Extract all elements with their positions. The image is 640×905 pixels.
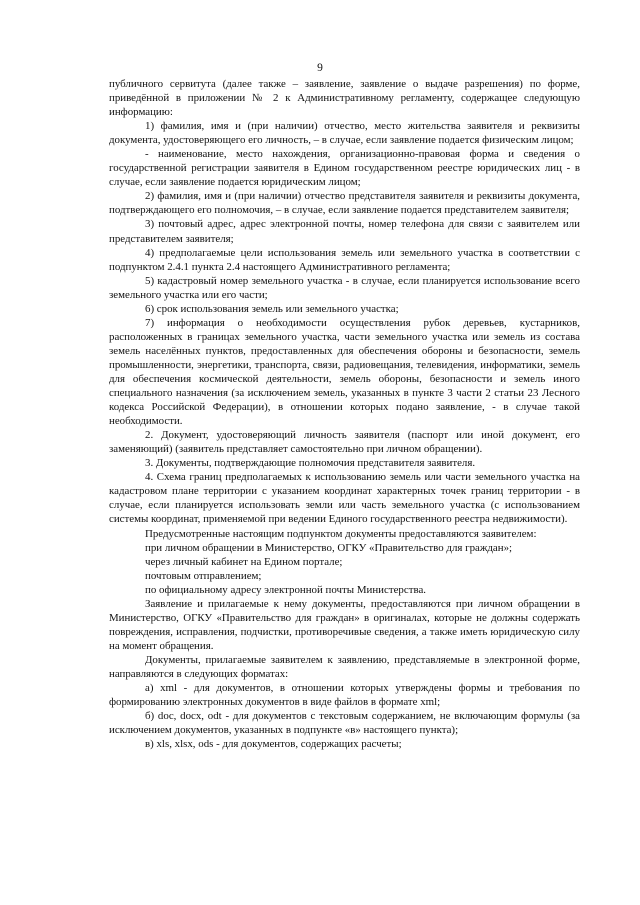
paragraph: Заявление и прилагаемые к нему документы, предоставляются при личном обращении в Министерство, ОГКУ «Правительство для граждан» в оригиналах, которые не должны содержать повреждения, исправления, подчистки, противоречивые сведения, а также иметь юридическую силу на момент обращения.	[109, 597, 580, 652]
paragraph: в) xls, xlsx, ods - для документов, содержащих расчеты;	[145, 738, 402, 751]
paragraph: при личном обращении в Министерство, ОГКУ «Правительство для граждан»;	[145, 541, 513, 554]
paragraph: 1) фамилия, имя и (при наличии) отчество, место жительства заявителя и реквизиты документа, удостоверяющего его личность, – в случае, если заявление подается физическим лицом;	[109, 120, 580, 147]
paragraph: б) doc, docx, odt - для документов с текстовым содержанием, не включающим формулы (за исключением документов, указанных в подпункте «в» настоящего пункта);	[109, 710, 580, 737]
paragraph: 7) информация о необходимости осуществления рубок деревьев, кустарников, расположенных в границах земельного участка, части земельного участка или земель из состава земель населённых пунктов, предоставленных для обеспечения обороны и безопасности, земель промышленности, энергетики, транспорта, связи, радиовещания, телевидения, информатики, земель для обеспечения космической деятельности, земель обороны, безопасности и земель иного специального назначения (за исключением земель, указанных в пункте 3 части 2 статьи 23 Лесного кодекса Российской Федерации), в отношении которых подано заявление, - в случае такой необходимости.	[109, 316, 580, 428]
paragraph: 4. Схема границ предполагаемых к использованию земель или части земельного участка на кадастровом плане территории с указанием координат характерных точек границ территории - в случае, если планируется использовать земли или часть земельного участка (с использованием системы координат, применяемой при ведении Единого государственного реестра недвижимости).	[109, 471, 580, 526]
paragraph: - наименование, место нахождения, организационно-правовая форма и сведения о государственной регистрации заявителя в Едином государственном реестре юридических лиц - в случае, если заявление подается юридическим лицом;	[109, 148, 580, 189]
page-number: 9	[317, 62, 323, 74]
paragraph: 6) срок использования земель или земельного участка;	[145, 302, 399, 315]
paragraph: 4) предполагаемые цели использования земель или земельного участка в соответствии с подпунктом 2.4.1 пункта 2.4 настоящего Административного регламента;	[109, 246, 580, 273]
paragraph: Документы, прилагаемые заявителем к заявлению, представляемые в электронной форме, направляются в следующих форматах:	[109, 653, 580, 680]
paragraph: 5) кадастровый номер земельного участка - в случае, если планируется использование всего земельного участка или его части;	[109, 274, 580, 301]
paragraph: через личный кабинет на Едином портале;	[145, 555, 343, 568]
paragraph: Предусмотренные настоящим подпунктом документы предоставляются заявителем:	[145, 527, 537, 540]
paragraph: 2) фамилия, имя и (при наличии) отчество представителя заявителя и реквизиты документа, подтверждающего его полномочия, – в случае, если заявление подается представителем заявителя;	[109, 190, 580, 217]
paragraph: 3. Документы, подтверждающие полномочия представителя заявителя.	[145, 457, 476, 470]
document-body	[109, 77, 580, 751]
paragraph: почтовым отправлением;	[145, 569, 262, 582]
paragraph: 3) почтовый адрес, адрес электронной почты, номер телефона для связи с заявителем или представителем заявителя;	[109, 218, 580, 245]
paragraph: 2. Документ, удостоверяющий личность заявителя (паспорт или иной документ, его заменяющий) (заявитель представляет самостоятельно при личном обращении).	[109, 429, 580, 456]
paragraph: публичного сервитута (далее также – заявление, заявление о выдаче разрешения) по форме, приведённой в приложении № 2 к Административному регламенту, содержащее следующую информацию:	[109, 78, 580, 119]
paragraph: а) xml - для документов, в отношении которых утверждены формы и требования по формированию электронных документов в виде файлов в формате xml;	[109, 682, 580, 709]
paragraph: по официальному адресу электронной почты Министерства.	[145, 583, 427, 596]
